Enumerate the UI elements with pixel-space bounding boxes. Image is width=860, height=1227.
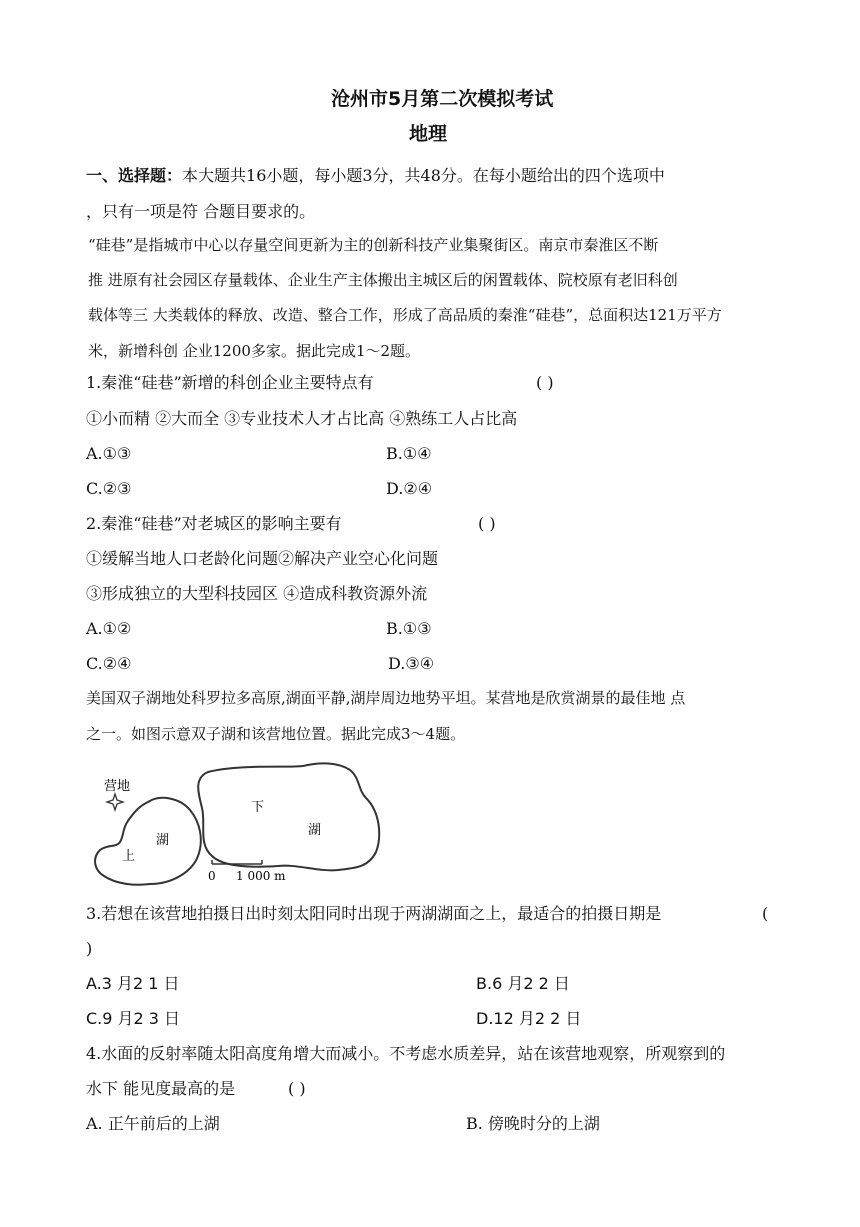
section-intro-line1: 一、选择题：本大题共16小题，每小题3分，共48分。在每小题给出的四个选项中	[86, 166, 665, 185]
q2-option-b[interactable]: B.①③	[386, 619, 432, 638]
q1-items: ①小而精 ②大而全 ③专业技术人才占比高 ④熟练工人占比高	[86, 409, 518, 428]
q1-option-b[interactable]: B.①④	[386, 444, 432, 463]
q2-answer-paren: ( )	[478, 514, 496, 533]
q3-paren-close: )	[86, 939, 93, 958]
q1-stem: 1.秦淮“硅巷”新增的科创企业主要特点有	[86, 373, 374, 392]
camp-star-icon	[107, 794, 123, 810]
q2-items-line2: ③形成独立的大型科技园区 ④造成科教资源外流	[86, 584, 428, 603]
camp-label: 营地	[104, 779, 131, 794]
q2-items-line1: ①缓解当地人口老龄化问题②解决产业空心化问题	[86, 549, 439, 568]
passage1-line2: 推 进原有社会园区存量载体、企业生产主体搬出主城区后的闲置载体、院校原有老旧科创	[88, 271, 678, 289]
section-heading: 一、选择题：	[86, 166, 183, 185]
q4-stem-line2: 水下 能见度最高的是	[86, 1079, 236, 1098]
q3-stem: 3.若想在该营地拍摄日出时刻太阳同时出现于两湖湖面之上，最适合的拍摄日期是	[86, 904, 662, 923]
q1-option-d[interactable]: D.②④	[386, 479, 433, 498]
q2-option-c[interactable]: C.②④	[86, 654, 132, 673]
q3-option-c[interactable]: C.9 月2 3 日	[86, 1009, 181, 1028]
lower-lake-label-1: 下	[251, 800, 265, 815]
q1-answer-paren: ( )	[536, 373, 554, 392]
section-intro-line2: ，只有一项是符 合题目要求的。	[86, 202, 316, 221]
passage1-line1: “硅巷”是指城市中心以存量空间更新为主的创新科技产业集聚街区。南京市秦淮区不断	[88, 236, 659, 254]
upper-lake-outline	[95, 798, 201, 885]
subject-title: 地理	[409, 123, 448, 145]
upper-lake-label-1: 上	[122, 849, 136, 864]
q4-option-b[interactable]: B. 傍晚时分的上湖	[466, 1114, 600, 1133]
scale-zero: 0	[208, 869, 216, 883]
q3-paren-open: (	[762, 904, 769, 923]
passage2-line2: 之一。如图示意双子湖和该营地位置。据此完成3～4题。	[86, 725, 466, 743]
q3-option-b[interactable]: B.6 月2 2 日	[476, 974, 570, 993]
q2-option-a[interactable]: A.①②	[86, 619, 132, 638]
q4-option-a[interactable]: A. 正午前后的上湖	[86, 1114, 220, 1133]
scale-label: 1 000 m	[236, 869, 286, 883]
q3-option-a[interactable]: A.3 月2 1 日	[86, 974, 180, 993]
q2-option-d[interactable]: D.③④	[388, 654, 435, 673]
twin-lakes-map	[88, 760, 388, 890]
passage1-line3: 载体等三 大类载体的释放、改造、整合工作，形成了高品质的秦淮“硅巷”，总面积达121万平方	[88, 306, 722, 324]
q4-stem-line1: 4.水面的反射率随太阳高度角增大而减小。不考虑水质差异，站在该营地观察，所观察到的	[86, 1044, 726, 1063]
passage1-line4: 米，新增科创 企业1200多家。据此完成1～2题。	[88, 342, 421, 360]
q1-option-a[interactable]: A.①③	[86, 444, 132, 463]
q3-option-d[interactable]: D.12 月2 2 日	[476, 1009, 582, 1028]
lower-lake-outline	[198, 763, 379, 870]
lower-lake-label-2: 湖	[308, 823, 322, 838]
upper-lake-label-2: 湖	[156, 833, 170, 848]
q2-stem: 2.秦淮“硅巷”对老城区的影响主要有	[86, 514, 342, 533]
q4-answer-paren: ( )	[288, 1079, 306, 1098]
passage2-line1: 美国双子湖地处科罗拉多高原,湖面平静,湖岸周边地势平坦。某营地是欣赏湖景的最佳地 点	[86, 689, 686, 707]
page-title: 沧州市5月第二次模拟考试	[331, 88, 554, 110]
q1-option-c[interactable]: C.②③	[86, 479, 132, 498]
